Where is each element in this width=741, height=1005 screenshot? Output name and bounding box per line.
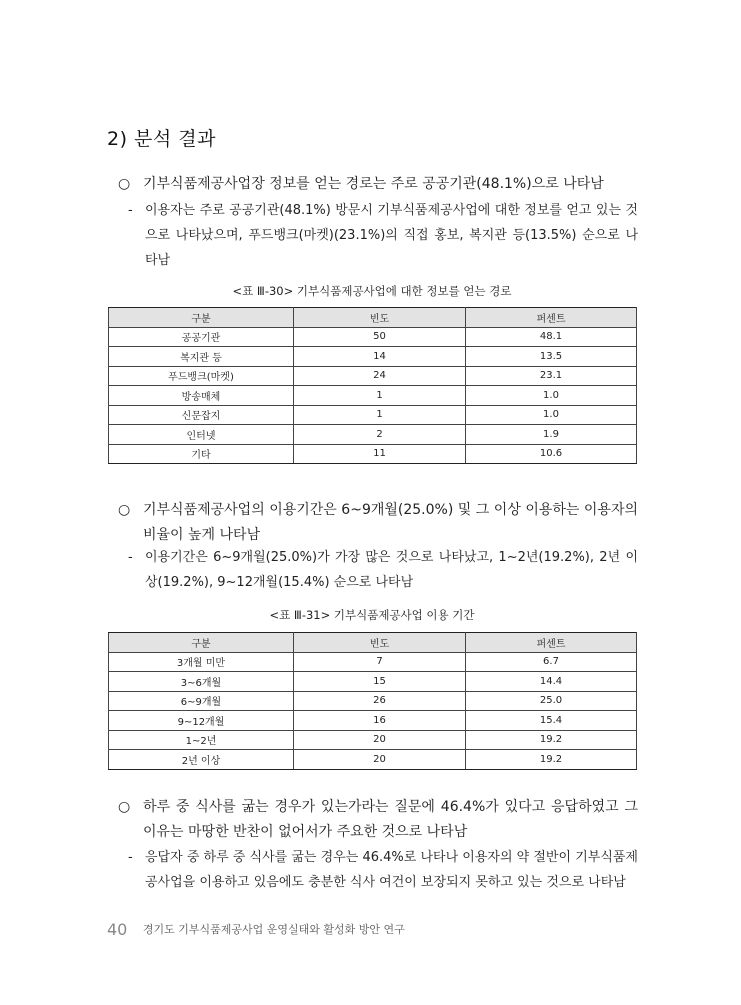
cell-category: 9~12개월 <box>109 711 294 731</box>
circle-bullet-icon: ○ <box>118 176 131 192</box>
table-row <box>109 425 637 445</box>
cell-category: 3~6개월 <box>109 672 294 692</box>
table-row <box>109 386 637 406</box>
dash-paragraph-1 <box>128 198 638 273</box>
cell-category: 기타 <box>109 444 294 464</box>
table-row <box>109 444 637 464</box>
cell-category: 복지관 등 <box>109 347 294 367</box>
table-row <box>109 405 637 425</box>
table-row <box>109 711 637 731</box>
table-row <box>109 672 637 692</box>
section-title: 2) 분석 결과 <box>107 128 216 150</box>
bullet-paragraph-1 <box>118 172 638 197</box>
cell-percent: 1.9 <box>466 425 637 445</box>
cell-category: 3개월 미만 <box>109 652 294 672</box>
cell-frequency: 50 <box>294 327 466 347</box>
dash-paragraph-2 <box>128 545 638 595</box>
usage-period-table <box>108 632 637 770</box>
page-number: 40 <box>107 920 128 939</box>
table-caption-2: <표 Ⅲ-31> 기부식품제공사업 이용 기간 <box>269 608 475 622</box>
cell-percent: 14.4 <box>466 672 637 692</box>
footer-title: 경기도 기부식품제공사업 운영실태와 활성화 방안 연구 <box>142 923 405 936</box>
cell-category: 푸드뱅크(마켓) <box>109 366 294 386</box>
cell-frequency: 15 <box>294 672 466 692</box>
cell-frequency: 20 <box>294 730 466 750</box>
header-percent: 퍼센트 <box>466 308 637 328</box>
table-header-row <box>109 633 637 653</box>
bullet-text-3: 하루 중 식사를 굶는 경우가 있는가라는 질문에 46.4%가 있다고 응답하였고 그 이유는 마땅한 반찬이 없어서가 주요한 것으로 나타남 <box>143 799 638 840</box>
cell-frequency: 16 <box>294 711 466 731</box>
circle-bullet-icon: ○ <box>118 799 131 815</box>
dash-bullet-icon: - <box>128 550 133 565</box>
cell-percent: 19.2 <box>466 750 637 770</box>
cell-category: 신문잡지 <box>109 405 294 425</box>
cell-category: 2년 이상 <box>109 750 294 770</box>
cell-percent: 48.1 <box>466 327 637 347</box>
cell-category: 방송매체 <box>109 386 294 406</box>
bullet-paragraph-2 <box>118 498 638 548</box>
cell-percent: 15.4 <box>466 711 637 731</box>
table-header-row <box>109 308 637 328</box>
dash-bullet-icon: - <box>128 850 133 865</box>
cell-frequency: 24 <box>294 366 466 386</box>
cell-percent: 1.0 <box>466 386 637 406</box>
table-row <box>109 691 637 711</box>
table-row <box>109 366 637 386</box>
dash-text-2: 이용기간은 6~9개월(25.0%)가 가장 많은 것으로 나타났고, 1~2년(19.2%), 2년 이상(19.2%), 9~12개월(15.4%) 순으로 나타남 <box>145 550 638 590</box>
table-row <box>109 347 637 367</box>
header-percent: 퍼센트 <box>466 633 637 653</box>
cell-percent: 1.0 <box>466 405 637 425</box>
table-row <box>109 327 637 347</box>
cell-percent: 19.2 <box>466 730 637 750</box>
circle-bullet-icon: ○ <box>118 502 131 518</box>
cell-frequency: 14 <box>294 347 466 367</box>
header-frequency: 빈도 <box>294 308 466 328</box>
table-row <box>109 730 637 750</box>
info-source-table <box>108 307 637 464</box>
cell-percent: 10.6 <box>466 444 637 464</box>
cell-frequency: 26 <box>294 691 466 711</box>
cell-category: 1~2년 <box>109 730 294 750</box>
cell-percent: 23.1 <box>466 366 637 386</box>
dash-text-1: 이용자는 주로 공공기관(48.1%) 방문시 기부식품제공사업에 대한 정보를 얻고 있는 것으로 나타났으며, 푸드뱅크(마켓)(23.1%)의 직접 홍보, 복지관 등(13.5%) 순으로 나타남 <box>145 203 638 268</box>
table-caption-1: <표 Ⅲ-30> 기부식품제공사업에 대한 정보를 얻는 경로 <box>232 284 512 298</box>
cell-category: 인터넷 <box>109 425 294 445</box>
cell-category: 6~9개월 <box>109 691 294 711</box>
bullet-text-1: 기부식품제공사업장 정보를 얻는 경로는 주로 공공기관(48.1%)으로 나타남 <box>143 176 604 192</box>
cell-frequency: 1 <box>294 386 466 406</box>
cell-percent: 6.7 <box>466 652 637 672</box>
header-category: 구분 <box>109 633 294 653</box>
bullet-text-2: 기부식품제공사업의 이용기간은 6~9개월(25.0%) 및 그 이상 이용하는 이용자의 비율이 높게 나타남 <box>143 502 638 543</box>
table-row <box>109 750 637 770</box>
cell-percent: 25.0 <box>466 691 637 711</box>
cell-frequency: 2 <box>294 425 466 445</box>
cell-frequency: 11 <box>294 444 466 464</box>
page-footer <box>107 920 405 939</box>
bullet-paragraph-3 <box>118 795 638 845</box>
header-frequency: 빈도 <box>294 633 466 653</box>
dash-bullet-icon: - <box>128 203 133 218</box>
header-category: 구분 <box>109 308 294 328</box>
dash-text-3: 응답자 중 하루 중 식사를 굶는 경우는 46.4%로 나타나 이용자의 약 절반이 기부식품제공사업을 이용하고 있음에도 충분한 식사 여건이 보장되지 못하고 있는 것으로 나타남 <box>145 850 638 890</box>
cell-category: 공공기관 <box>109 327 294 347</box>
cell-frequency: 1 <box>294 405 466 425</box>
dash-paragraph-3 <box>128 845 638 895</box>
cell-frequency: 7 <box>294 652 466 672</box>
cell-percent: 13.5 <box>466 347 637 367</box>
table-row <box>109 652 637 672</box>
cell-frequency: 20 <box>294 750 466 770</box>
